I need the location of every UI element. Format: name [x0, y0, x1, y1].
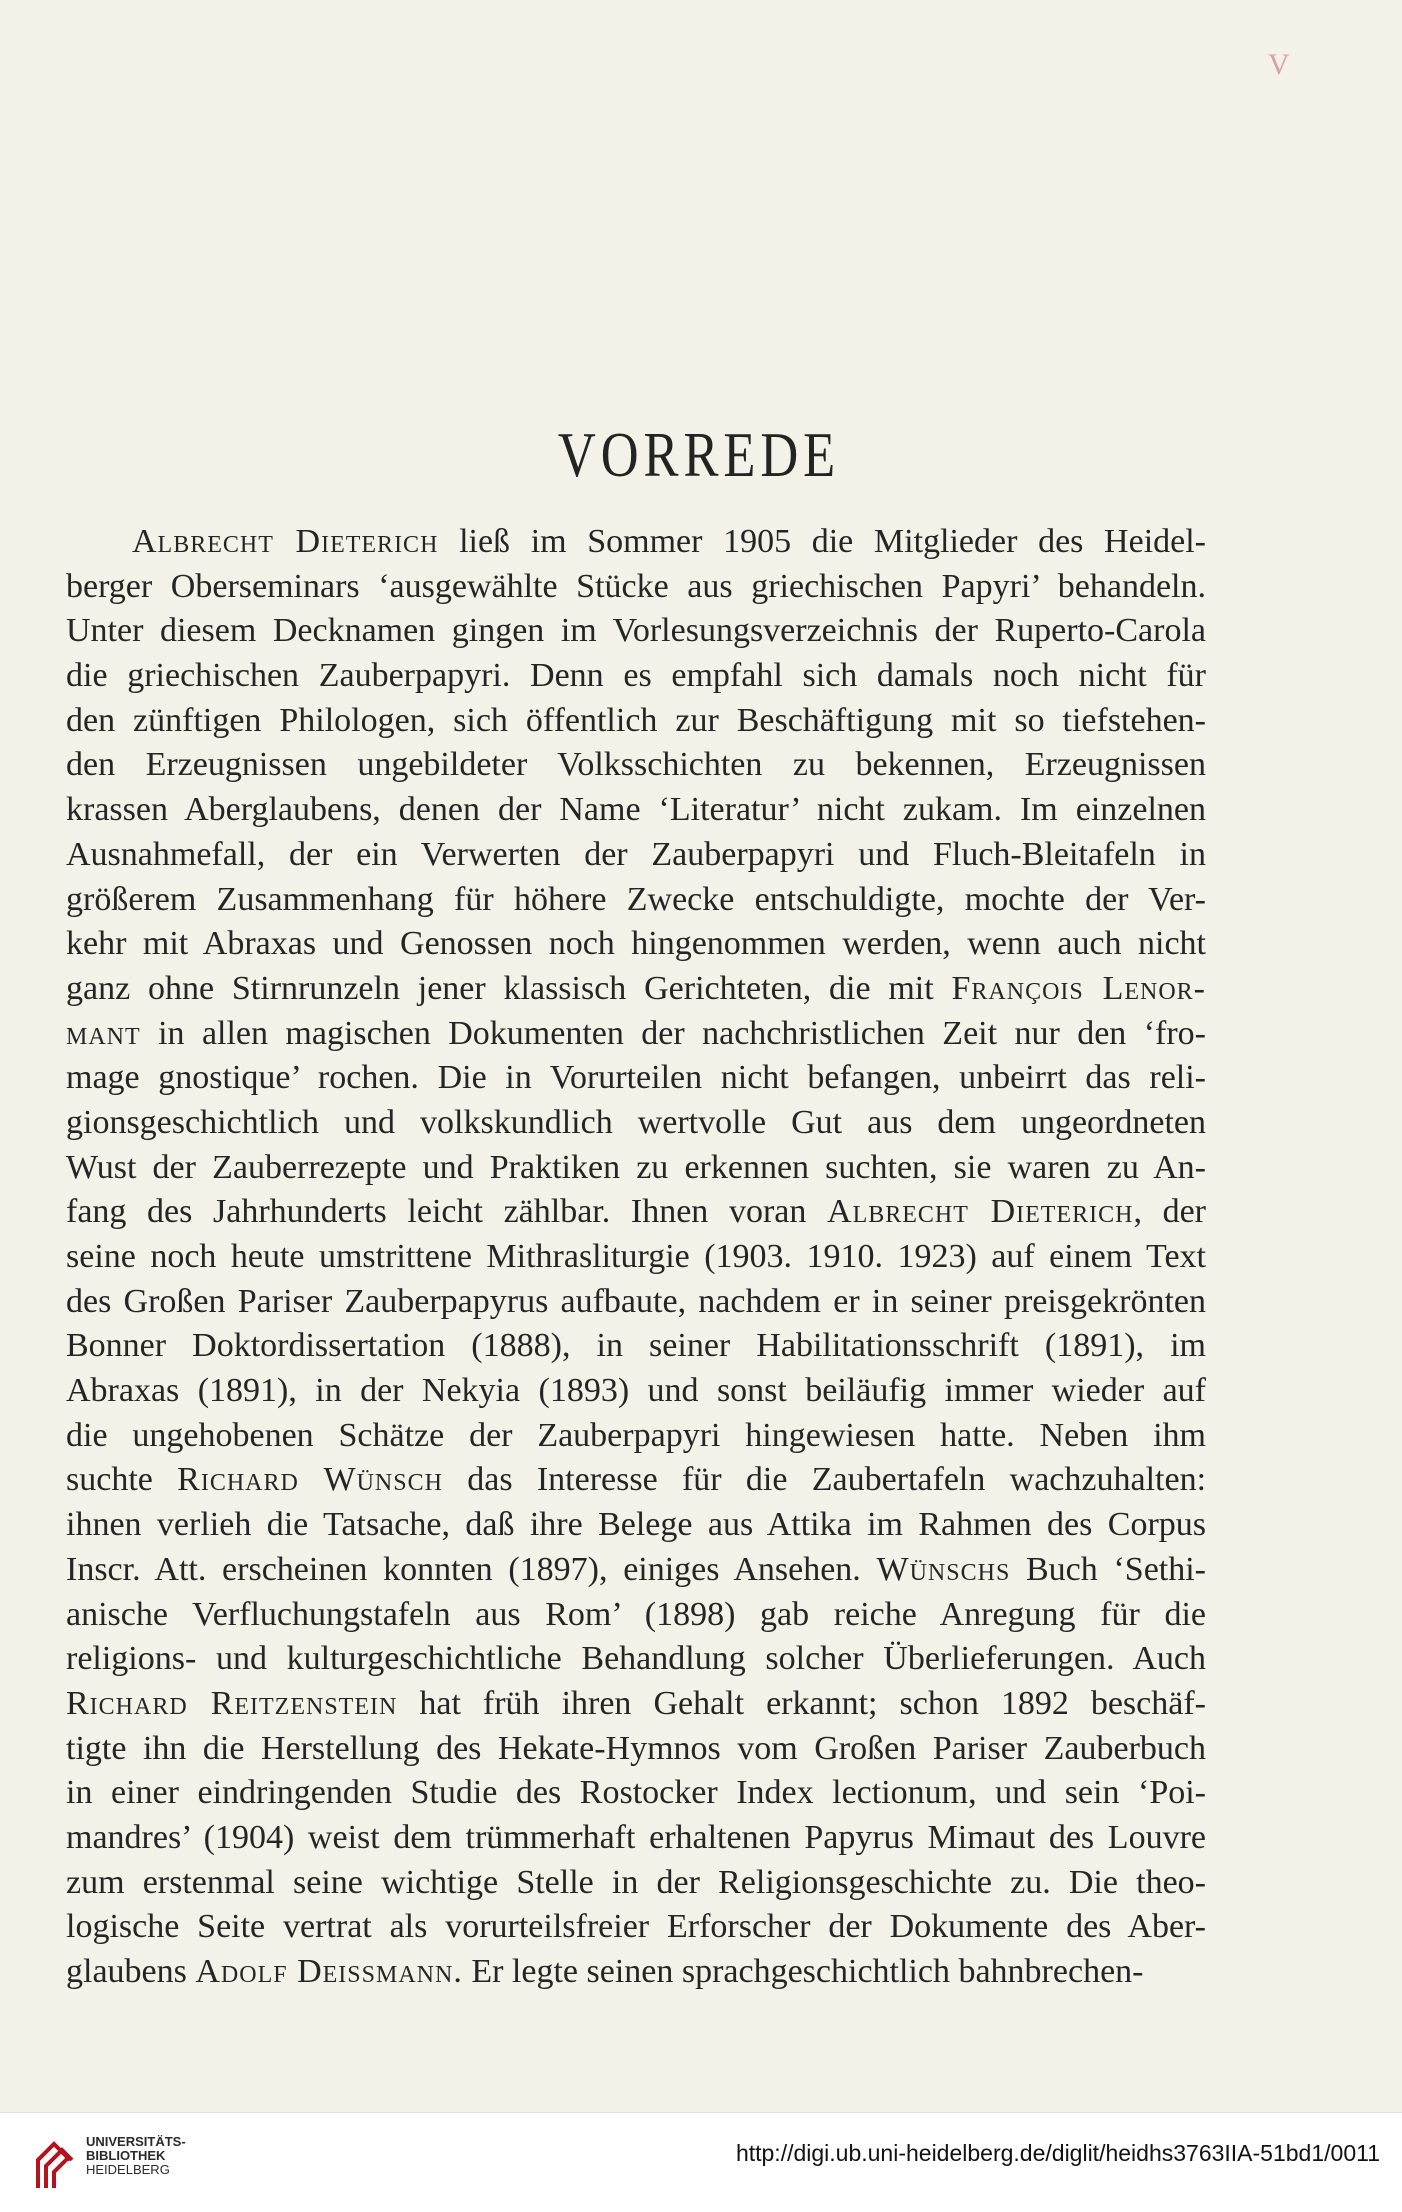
person-name: François Lenor-: [951, 969, 1206, 1007]
person-name: Adolf Deissmann.: [195, 1953, 463, 1990]
text-line-10: kehr mit Abraxas und Genossen noch hingenommen werden, wenn auch nicht: [66, 925, 1206, 963]
library-logo-icon: [32, 2130, 78, 2192]
text-line-13: mage gnostique’ rochen. Die in Vorurteilen nicht befangen, unbeirrt das reli-: [66, 1059, 1206, 1097]
text-line-20: Abraxas (1891), in der Nekyia (1893) und sonst beiläufig immer wieder auf: [66, 1372, 1206, 1410]
text-line-7: krassen Aberglaubens, denen der Name ‘Literatur’ nicht zukam. Im einzelnen: [66, 791, 1206, 829]
text-line-1: Albrecht Dieterich ließ im Sommer 1905 die Mitglieder des Heidel-: [132, 523, 1207, 560]
page-heading: VORREDE: [557, 419, 841, 490]
body-text: [66, 520, 1206, 1995]
text-line-33: glaubens Adolf Deissmann. Er legte seinen sprachgeschichtlich bahnbrechen-: [66, 1953, 1144, 1990]
text-line-16: fang des Jahrhunderts leicht zählbar. Ihnen voran Albrecht Dieterich, der: [66, 1193, 1206, 1231]
person-name: Albrecht Dieterich: [827, 1193, 1134, 1231]
text-line-31: zum erstenmal seine wichtige Stelle in der Religionsgeschichte zu. Die theo-: [66, 1863, 1206, 1901]
text-line-22: suchte Richard Wünsch das Interesse für die Zaubertafeln wachzuhalten:: [66, 1461, 1207, 1499]
page-mark: V: [1268, 48, 1291, 81]
library-logo-text: UNIVERSITÄTS- BIBLIOTHEK HEIDELBERG: [86, 2134, 186, 2177]
text-line-11: ganz ohne Stirnrunzeln jener klassisch Gerichteten, die mit François Lenor-: [66, 969, 1206, 1007]
text-line-26: religions- und kulturgeschichtliche Behandlung solcher Überlieferungen. Auch: [66, 1640, 1206, 1678]
text-line-24: Inscr. Att. erscheinen konnten (1897), einiges Ansehen. Wünschs Buch ‘Sethi-: [66, 1550, 1207, 1588]
text-line-19: Bonner Doktordissertation (1888), in seiner Habilitationsschrift (1891), im: [66, 1327, 1206, 1365]
text-line-14: gionsgeschichtlich und volkskundlich wertvolle Gut aus dem ungeordneten: [66, 1103, 1206, 1141]
text-line-17: seine noch heute umstrittene Mithrasliturgie (1903. 1910. 1923) auf einem Text: [66, 1238, 1206, 1275]
text-line-9: größerem Zusammenhang für höhere Zwecke entschuldigte, mochte der Ver-: [66, 880, 1206, 918]
text-line-21: die ungehobenen Schätze der Zauberpapyri hingewiesen hatte. Neben ihm: [66, 1416, 1206, 1454]
text-line-5: den zünftigen Philologen, sich öffentlich zur Beschäftigung mit so tiefstehen-: [66, 701, 1206, 739]
text-line-8: Ausnahmefall, der ein Verwerten der Zauberpapyri und Fluch-Bleitafeln in: [66, 835, 1206, 873]
text-line-23: ihnen verlieh die Tatsache, daß ihre Belege aus Attika im Rahmen des Corpus: [66, 1506, 1206, 1544]
text-line-27: Richard Reitzenstein hat früh ihren Gehalt erkannt; schon 1892 beschäf-: [66, 1684, 1206, 1722]
text-line-30: mandres’ (1904) weist dem trümmerhaft erhaltenen Papyrus Mimaut des Louvre: [66, 1818, 1206, 1856]
source-url-link[interactable]: http://digi.ub.uni-heidelberg.de/diglit/heidhs3763IIA-51bd1/0011: [735, 2140, 1380, 2166]
text-line-6: den Erzeugnissen ungebildeter Volksschichten zu bekennen, Erzeugnissen: [66, 746, 1206, 784]
text-line-25: anische Verfluchungstafeln aus Rom’ (1898) gab reiche Anregung für die: [66, 1595, 1206, 1633]
text-line-29: in einer eindringenden Studie des Rostocker Index lectionum, und sein ‘Poi-: [66, 1774, 1206, 1812]
text-line-15: Wust der Zauberrezepte und Praktiken zu erkennen suchten, sie waren zu An-: [66, 1148, 1206, 1186]
person-name: Richard Wünsch: [177, 1461, 443, 1499]
person-name: Richard Reitzenstein: [66, 1684, 398, 1722]
text-line-2: berger Oberseminars ‘ausgewählte Stücke aus griechischen Papyri’ behandeln.: [66, 567, 1206, 605]
text-line-28: tigte ihn die Herstellung des Hekate-Hymnos vom Großen Pariser Zauberbuch: [66, 1729, 1206, 1767]
text-line-4: die griechischen Zauberpapyri. Denn es empfahl sich damals noch nicht für: [66, 657, 1206, 695]
text-line-32: logische Seite vertrat als vorurteilsfreier Erforscher der Dokumente des Aber-: [66, 1908, 1206, 1946]
text-line-18: des Großen Pariser Zauberpapyrus aufbaute, nachdem er in seiner preisgekrönten: [66, 1282, 1206, 1320]
text-line-12: mant in allen magischen Dokumenten der nachchristlichen Zeit nur den ‘fro-: [66, 1014, 1206, 1052]
text-line-3: Unter diesem Decknamen gingen im Vorlesungsverzeichnis der Ruperto-Carola: [66, 612, 1206, 650]
person-name: Albrecht Dieterich: [132, 523, 439, 560]
person-name: Wünschs: [876, 1550, 1011, 1588]
person-name: mant: [66, 1014, 141, 1052]
